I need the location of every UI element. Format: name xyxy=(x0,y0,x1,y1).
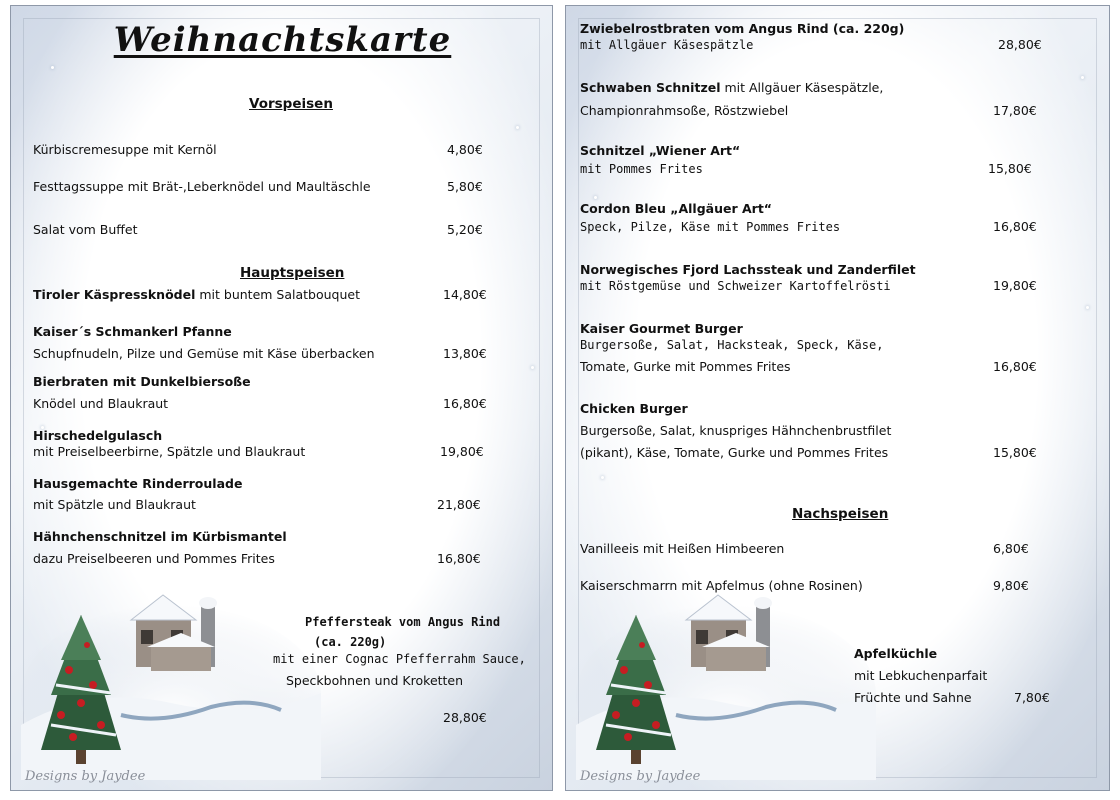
menu-item-title: Hähnchenschnitzel im Kürbismantel xyxy=(33,529,287,544)
menu-item-price: 14,80€ xyxy=(443,287,487,302)
menu-item-name: Salat vom Buffet xyxy=(33,222,138,237)
menu-item-price: 28,80€ xyxy=(998,37,1042,52)
menu-item-price: 19,80€ xyxy=(440,444,484,459)
menu-item-description: Knödel und Blaukraut xyxy=(33,396,169,411)
special-dish-description: Speckbohnen und Kroketten xyxy=(286,673,464,688)
menu-item-price: 6,80€ xyxy=(993,541,1029,556)
menu-item-title: Hirschedelgulasch xyxy=(33,428,163,443)
menu-item-name: Festtagssuppe mit Brät-,Leberknödel und Maultäschle xyxy=(33,179,371,194)
menu-item-title: Hausgemachte Rinderroulade xyxy=(33,476,243,491)
section-heading-hauptspeisen: Hauptspeisen xyxy=(240,265,345,281)
menu-item-title: Schnitzel „Wiener Art“ xyxy=(580,143,741,158)
menu-item-description: Schupfnudeln, Pilze und Gemüse mit Käse überbacken xyxy=(33,346,375,361)
menu-item-description: (pikant), Käse, Tomate, Gurke und Pommes Frites xyxy=(580,445,889,460)
special-dessert-price: 7,80€ xyxy=(1014,690,1050,705)
snowflake xyxy=(516,126,519,129)
menu-item-name: Vanilleeis mit Heißen Himbeeren xyxy=(580,541,785,556)
menu-item-description: Burgersoße, Salat, Hacksteak, Speck, Käse, xyxy=(580,338,884,352)
menu-item-title: Cordon Bleu „Allgäuer Art“ xyxy=(580,201,773,216)
special-dessert-description: mit Lebkuchenparfait xyxy=(854,668,988,683)
menu-item-price: 15,80€ xyxy=(988,161,1032,176)
section-heading-nachspeisen: Nachspeisen xyxy=(792,506,889,522)
special-dish-title: Pfeffersteak vom Angus Rind xyxy=(305,615,501,629)
menu-item-description: Burgersoße, Salat, knuspriges Hähnchenbrustfilet xyxy=(580,423,892,438)
designer-signature: Designs by Jaydee xyxy=(25,769,146,784)
menu-item-price: 5,80€ xyxy=(447,179,483,194)
section-heading-vorspeisen: Vorspeisen xyxy=(249,96,333,112)
snowflake xyxy=(1081,76,1084,79)
menu-item-price: 16,80€ xyxy=(437,551,481,566)
menu-item-description: mit Pommes Frites xyxy=(580,162,703,176)
menu-item-price: 9,80€ xyxy=(993,578,1029,593)
menu-item-title: Zwiebelrostbraten vom Angus Rind (ca. 220g) xyxy=(580,21,905,36)
menu-item-price: 13,80€ xyxy=(443,346,487,361)
special-dish-weight: (ca. 220g) xyxy=(314,635,387,649)
menu-item xyxy=(33,287,360,303)
menu-item-description: mit Allgäuer Käsespätzle, xyxy=(720,80,884,95)
special-dessert-title: Apfelküchle xyxy=(854,646,938,661)
menu-item-description: mit Preiselbeerbirne, Spätzle und Blaukraut xyxy=(33,444,306,459)
menu-item-price: 19,80€ xyxy=(993,278,1037,293)
menu-title: Weihnachtskarte xyxy=(113,20,452,60)
designer-signature: Designs by Jaydee xyxy=(580,769,701,784)
menu-item-title: Kaiser´s Schmankerl Pfanne xyxy=(33,324,232,339)
menu-item-description: mit buntem Salatbouquet xyxy=(195,287,360,302)
special-dish-price: 28,80€ xyxy=(443,710,487,725)
snowflake xyxy=(51,66,54,69)
menu-item-title: Norwegisches Fjord Lachssteak und Zanderfilet xyxy=(580,262,916,277)
menu-item-title: Schwaben Schnitzel xyxy=(580,80,721,95)
menu-item-description: dazu Preiselbeeren und Pommes Frites xyxy=(33,551,275,566)
menu-item-price: 16,80€ xyxy=(443,396,487,411)
special-dessert-description: Früchte und Sahne xyxy=(854,690,972,705)
menu-page-left xyxy=(10,5,553,791)
menu-item-name: Kaiserschmarrn mit Apfelmus (ohne Rosinen) xyxy=(580,578,863,593)
menu-item-description: mit Röstgemüse und Schweizer Kartoffelrösti xyxy=(580,279,891,293)
menu-item-title: Bierbraten mit Dunkelbiersoße xyxy=(33,374,251,389)
menu-item-price: 4,80€ xyxy=(447,142,483,157)
winter-scene-illustration xyxy=(576,575,876,780)
snowflake xyxy=(531,366,534,369)
menu-item-description: mit Allgäuer Käsespätzle xyxy=(580,38,754,52)
menu-item xyxy=(580,80,883,96)
menu-item-price: 5,20€ xyxy=(447,222,483,237)
menu-item-title: Tiroler Käspressknödel xyxy=(33,287,196,302)
menu-item-price: 16,80€ xyxy=(993,359,1037,374)
menu-item-description: Speck, Pilze, Käse mit Pommes Frites xyxy=(580,220,841,234)
menu-item-description: mit Spätzle und Blaukraut xyxy=(33,497,196,512)
menu-page-right xyxy=(565,5,1110,791)
menu-item-title: Kaiser Gourmet Burger xyxy=(580,321,743,336)
winter-scene-illustration xyxy=(21,575,321,780)
menu-item-description: Tomate, Gurke mit Pommes Frites xyxy=(580,359,791,374)
menu-item-price: 16,80€ xyxy=(993,219,1037,234)
menu-item-price: 17,80€ xyxy=(993,103,1037,118)
menu-item-title: Chicken Burger xyxy=(580,401,688,416)
special-dish-description: mit einer Cognac Pfefferrahm Sauce, xyxy=(273,652,526,666)
snowflake xyxy=(1086,306,1089,309)
snowflake xyxy=(601,476,604,479)
menu-item-name: Kürbiscremesuppe mit Kernöl xyxy=(33,142,217,157)
menu-item-price: 21,80€ xyxy=(437,497,481,512)
snowflake xyxy=(594,196,597,199)
menu-item-description: Championrahmsoße, Röstzwiebel xyxy=(580,103,789,118)
menu-item-price: 15,80€ xyxy=(993,445,1037,460)
